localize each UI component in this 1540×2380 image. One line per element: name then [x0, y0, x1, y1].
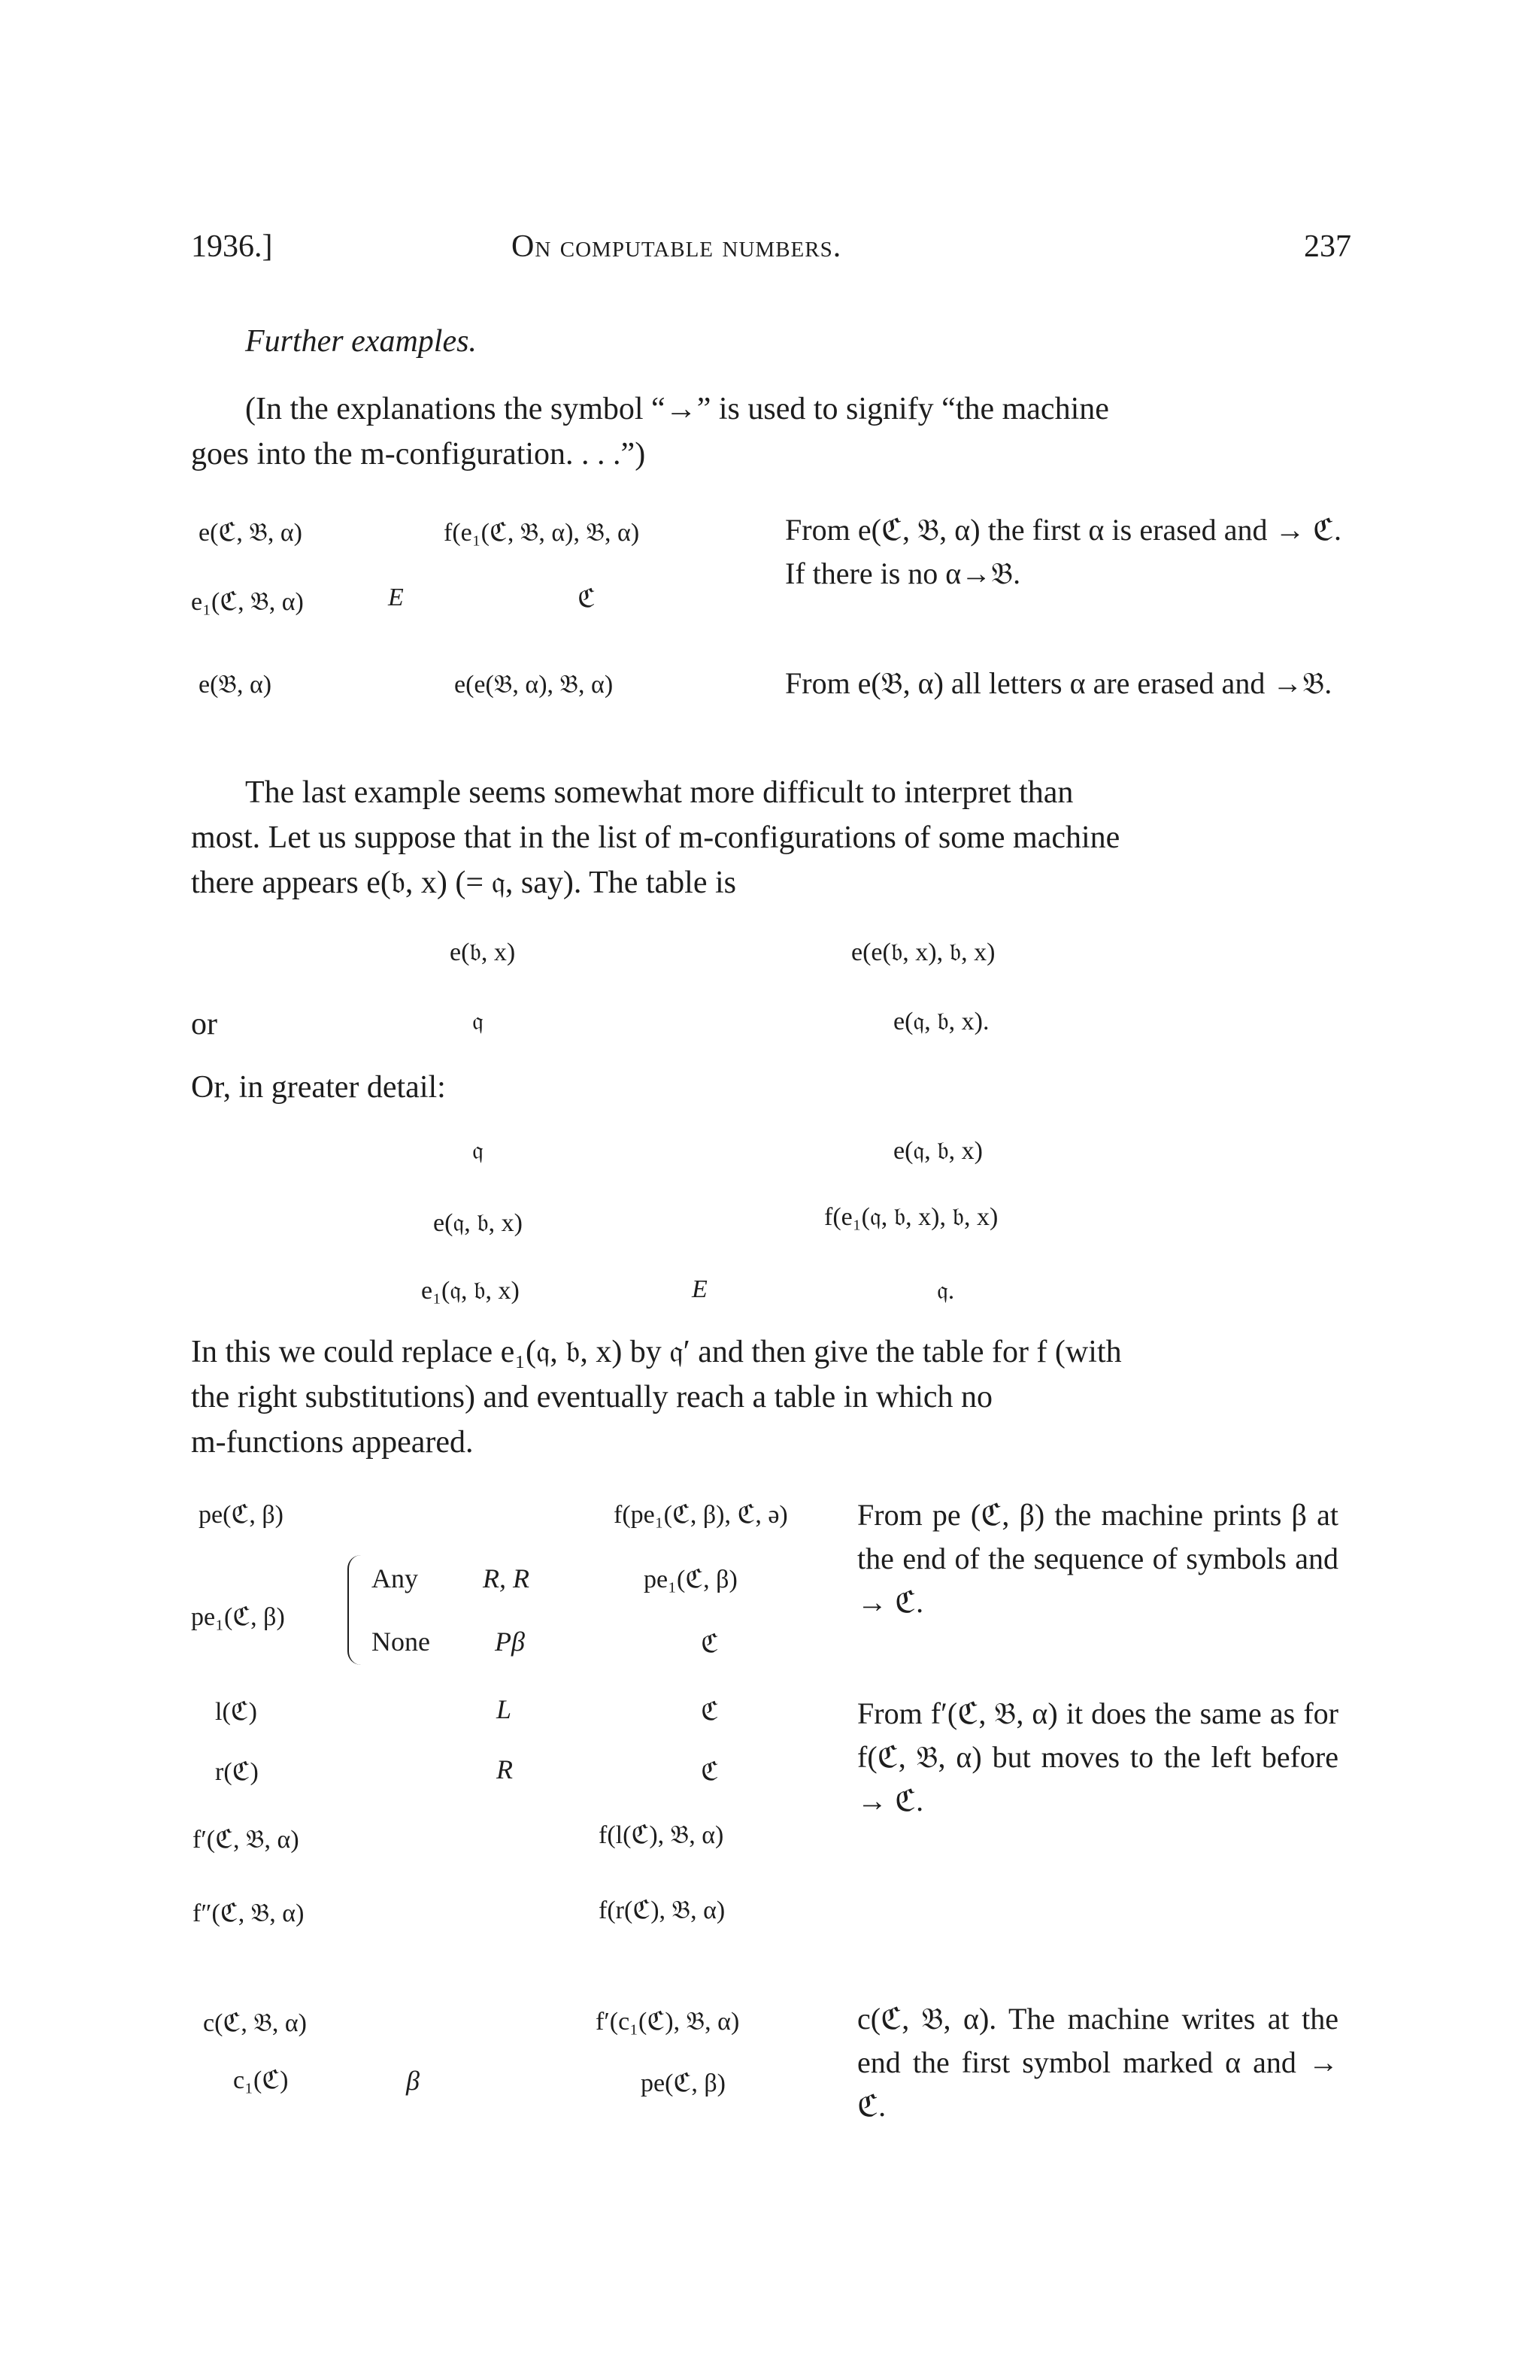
config-cell: e₁(ℭ, 𝔅, α)	[191, 588, 304, 616]
operation-cell: R	[496, 1754, 513, 1784]
explanation-text: c(ℭ, 𝔅, α). The machine writes at the end the first symbol marked α and → ℭ.	[857, 2002, 1338, 2123]
config-cell: f′(ℭ, 𝔅, α)	[192, 1826, 299, 1854]
paragraph-line: In this we could replace e₁(𝔮, 𝔟, x) by 𝔮′ and then give the table for f (with	[191, 1335, 1122, 1369]
symbol-cell: Any	[371, 1563, 418, 1593]
brace	[347, 1555, 361, 1665]
operation-cell: β	[406, 2066, 420, 2096]
final-config-cell: e(𝔮, 𝔟, x)	[893, 1137, 983, 1165]
operation-cell: E	[388, 584, 404, 611]
final-config-cell: ℭ	[701, 1630, 719, 1658]
final-config-cell: f(l(ℭ), 𝔅, α)	[599, 1821, 724, 1849]
final-config-cell: f(e₁(𝔮, 𝔟, x), 𝔟, x)	[824, 1203, 999, 1231]
section-title: Further examples.	[245, 324, 477, 359]
intro-line-2: goes into the m-configuration. . . .”)	[191, 437, 646, 471]
operation-cell: L	[496, 1694, 512, 1724]
config-cell: c(ℭ, 𝔅, α)	[203, 2009, 308, 2037]
config-cell: e₁(𝔮, 𝔟, x)	[421, 1277, 520, 1305]
symbol-cell: None	[371, 1627, 430, 1657]
final-config-cell: ℭ	[701, 1698, 719, 1726]
operation-cell: E	[692, 1275, 708, 1303]
paragraph-line: most. Let us suppose that in the list of m-configurations of some machine	[191, 820, 1120, 855]
config-cell: f″(ℭ, 𝔅, α)	[192, 1899, 305, 1927]
paragraph-line: m-functions appeared.	[191, 1425, 474, 1460]
config-cell: e(𝔅, α)	[199, 671, 272, 699]
config-cell: e(𝔮, 𝔟, x)	[433, 1209, 523, 1237]
paragraph-line: there appears e(𝔟, x) (= 𝔮, say). The table is	[191, 866, 737, 900]
final-config-cell: 𝔮.	[937, 1277, 955, 1305]
config-cell: 𝔮	[472, 1137, 484, 1165]
operation-cell: Pβ	[495, 1627, 525, 1657]
operation-cell: R, R	[483, 1563, 529, 1593]
config-cell: r(ℭ)	[215, 1758, 259, 1786]
config-cell: e(ℭ, 𝔅, α)	[199, 519, 303, 547]
final-config-cell: f(pe₁(ℭ, β), ℭ, ə)	[614, 1501, 788, 1529]
final-config-cell: e(e(𝔟, x), 𝔟, x)	[851, 938, 996, 966]
intro-line-1: (In the explanations the symbol “→” is used to signify “the machine	[245, 392, 1109, 426]
final-config-cell: pe₁(ℭ, β)	[644, 1566, 738, 1593]
explanation-text: From f′(ℭ, 𝔅, α) it does the same as for f(ℭ, 𝔅, α) but moves to the left before → ℭ.	[857, 1696, 1338, 1818]
header-year: 1936.]	[191, 229, 273, 264]
header-title: On computable numbers.	[511, 229, 842, 264]
config-cell: pe(ℭ, β)	[199, 1501, 283, 1529]
final-config-cell: ℭ	[578, 585, 596, 613]
detail-label: Or, in greater detail:	[191, 1070, 446, 1105]
final-config-cell: pe(ℭ, β)	[641, 2069, 726, 2097]
final-config-cell: f(r(ℭ), 𝔅, α)	[599, 1896, 726, 1924]
final-config-cell: e(𝔮, 𝔟, x).	[893, 1008, 990, 1035]
paragraph-line: the right substitutions) and eventually reach a table in which no	[191, 1380, 993, 1414]
final-config-cell: f′(c₁(ℭ), 𝔅, α)	[596, 2008, 740, 2036]
config-cell: 𝔮	[472, 1008, 484, 1035]
explanation-text: From e(ℭ, 𝔅, α) the first α is erased and → ℭ. If there is no α→𝔅.	[785, 513, 1341, 590]
page-number: 237	[1304, 229, 1351, 264]
final-config-cell: ℭ	[701, 1758, 719, 1786]
paragraph-line: The last example seems somewhat more difficult to interpret than	[245, 775, 1074, 810]
config-cell: pe₁(ℭ, β)	[191, 1603, 285, 1631]
final-config-cell: e(e(𝔅, α), 𝔅, α)	[454, 671, 614, 699]
config-cell: l(ℭ)	[215, 1698, 257, 1726]
final-config-cell: f(e₁(ℭ, 𝔅, α), 𝔅, α)	[444, 519, 640, 547]
or-label: or	[191, 1007, 217, 1041]
explanation-text: From e(𝔅, α) all letters α are erased and →𝔅.	[785, 666, 1332, 700]
config-cell: c₁(ℭ)	[233, 2066, 289, 2094]
explanation-text: From pe (ℭ, β) the machine prints β at the end of the sequence of symbols and → ℭ.	[857, 1498, 1338, 1619]
config-cell: e(𝔟, x)	[450, 938, 516, 966]
